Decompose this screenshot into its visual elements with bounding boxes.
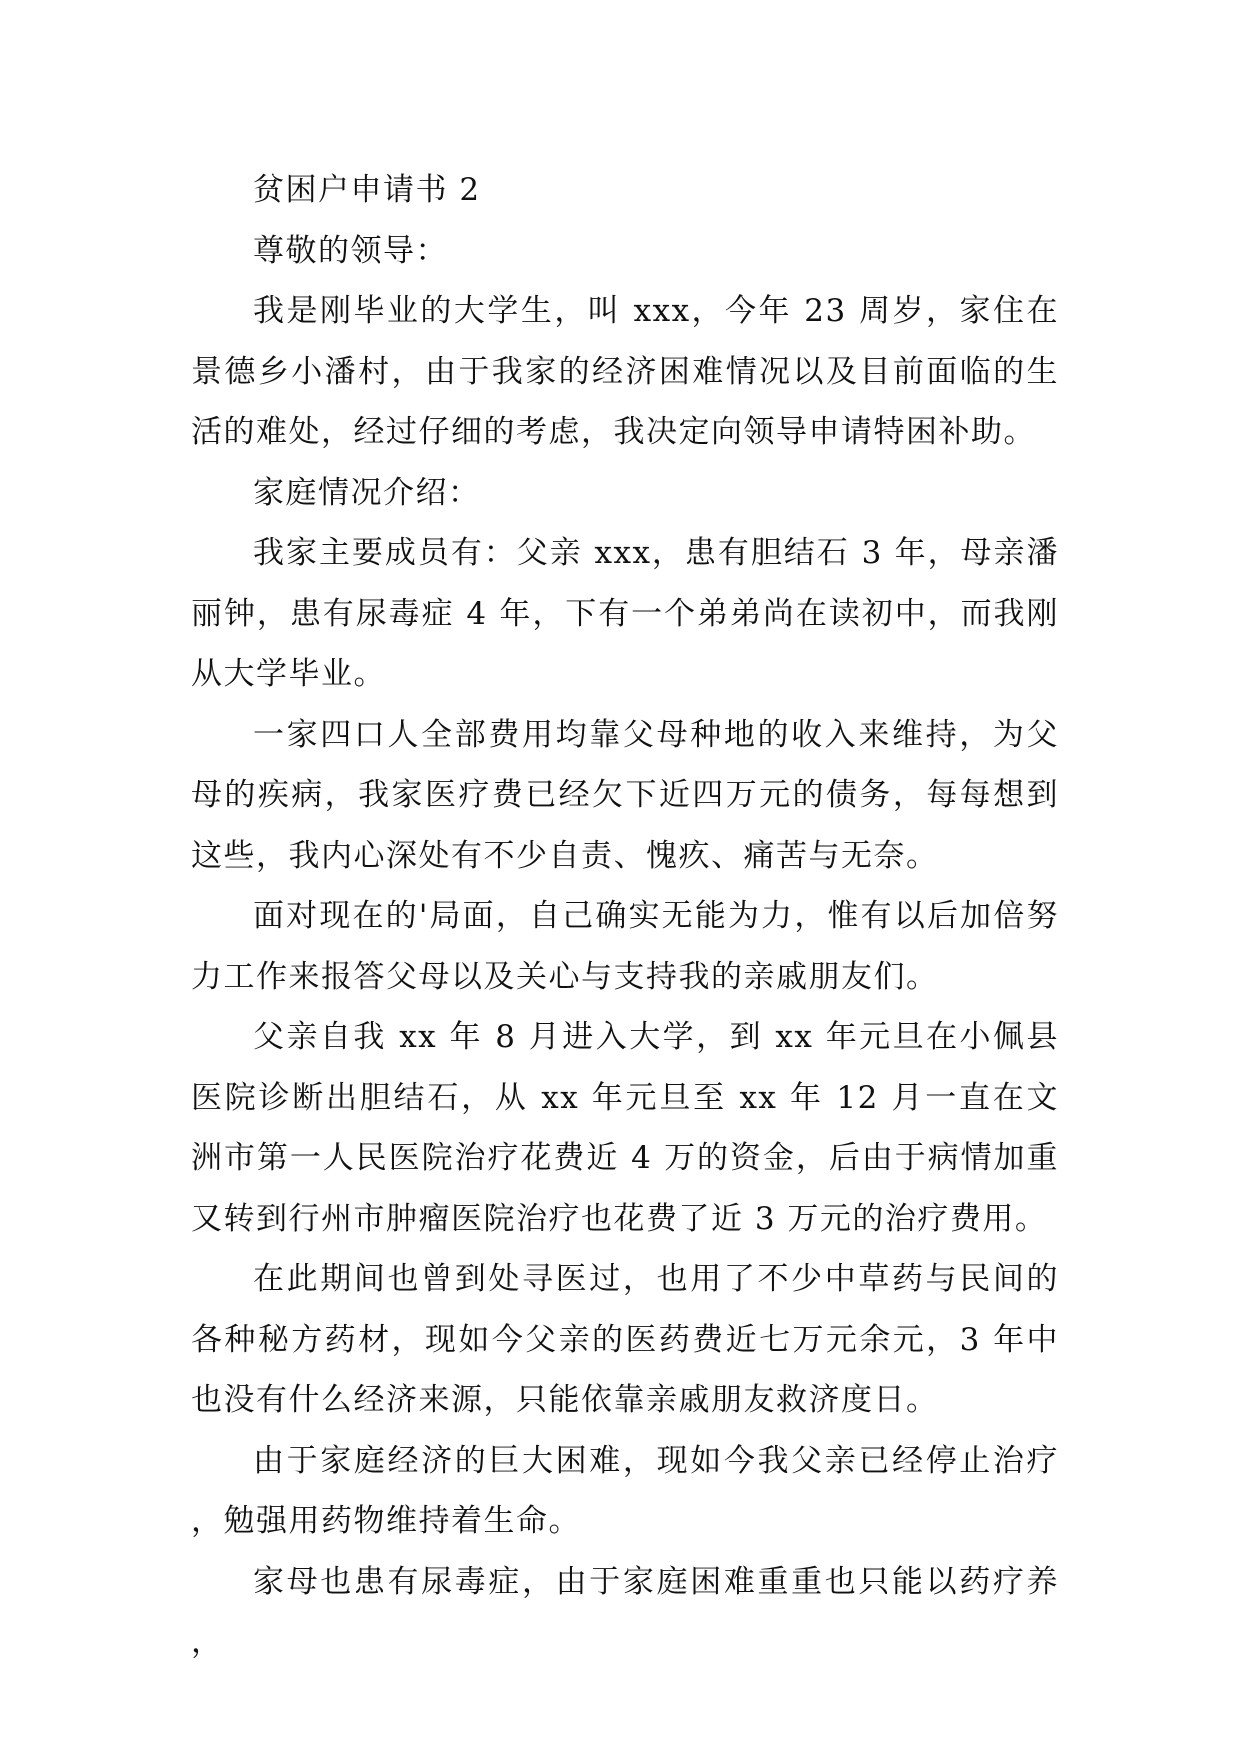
paragraph: 我是刚毕业的大学生，叫 xxx，今年 23 周岁，家住在景德乡小潘村，由于我家的经济困难情况以及目前面临的生活的难处，经过仔细的考虑，我决定向领导申请特困补助。 (191, 293, 1059, 450)
section-heading: 家庭情况介绍： (253, 474, 481, 511)
paragraph: 面对现在的'局面，自己确实无能为力，惟有以后加倍努力工作来报答父母以及关心与支持我的亲戚朋友们。 (191, 898, 1059, 995)
paragraph: 一家四口人全部费用均靠父母种地的收入来维持，为父母的疾病，我家医疗费已经欠下近四万元的债务，每每想到这些，我内心深处有不少自责、愧疚、痛苦与无奈。 (191, 716, 1059, 874)
salutation: 尊敬的领导： (253, 232, 448, 269)
paragraph: 父亲自我 xx 年 8 月进入大学，到 xx 年元旦在小佩县医院诊断出胆结石，从 xx 年元旦至 xx 年 12 月一直在文洲市第一人民医院治疗花费近 4 万的资金，后由于病情加重又转到行州市肿瘤医院治疗也花费了近 3 万元的治疗费用。 (191, 1019, 1059, 1237)
paragraph: 家母也患有尿毒症，由于家庭困难重重也只能以药疗养， (191, 1563, 1059, 1660)
paragraph: 在此期间也曾到处寻医过，也用了不少中草药与民间的各种秘方药材，现如今父亲的医药费近七万元余元，3 年中也没有什么经济来源，只能依靠亲戚朋友救济度日。 (191, 1261, 1059, 1418)
document-title: 贫困户申请书 2 (253, 172, 481, 208)
paragraph: 由于家庭经济的巨大困难，现如今我父亲已经停止治疗，勉强用药物维持着生命。 (191, 1442, 1059, 1539)
paragraph: 我家主要成员有：父亲 xxx，患有胆结石 3 年，母亲潘丽钟，患有尿毒症 4 年，下有一个弟弟尚在读初中，而我刚从大学毕业。 (191, 535, 1059, 692)
document-body (191, 160, 1059, 1673)
